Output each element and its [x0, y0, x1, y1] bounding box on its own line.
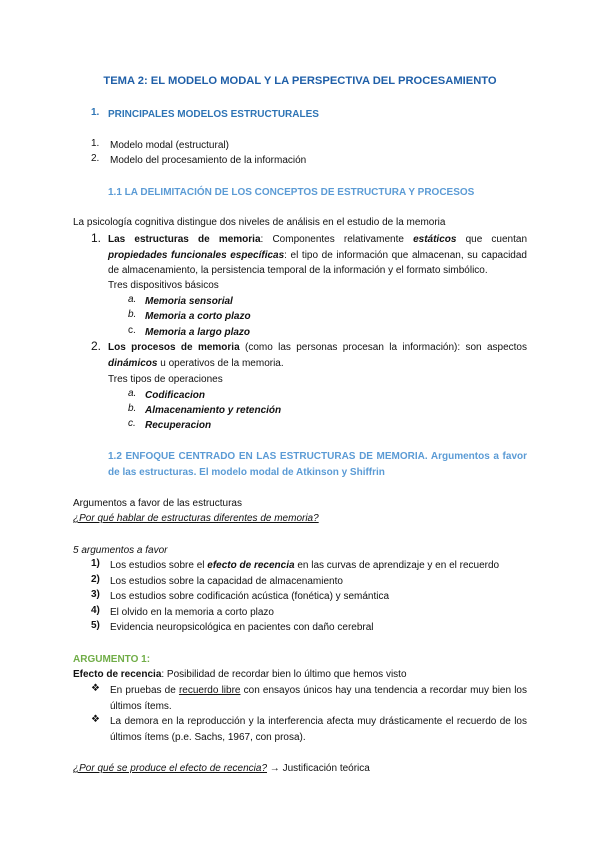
list-letter: b.	[128, 403, 137, 414]
subsection-heading: 1.1 LA DELIMITACIÓN DE LOS CONCEPTOS DE ESTRUCTURA Y PROCESOS	[108, 187, 475, 198]
sub-label: Tres dispositivos básicos	[108, 280, 219, 291]
point-structures-paragraph	[108, 232, 527, 279]
text-span: Los estudios sobre el	[110, 560, 208, 571]
diamond-bullet-icon: ❖	[91, 714, 100, 725]
text-span: que cuentan	[456, 234, 528, 245]
list-letter: a.	[128, 294, 137, 305]
text-span: en las curvas de aprendizaje y en el recuerdo	[294, 560, 500, 571]
text-span: : Posibilidad de recordar bien lo último que hemos visto	[161, 669, 407, 680]
recency-question	[73, 761, 370, 777]
args-label: Argumentos a favor de las estructuras	[73, 498, 242, 509]
list-letter: c.	[128, 418, 136, 429]
section-heading: PRINCIPALES MODELOS ESTRUCTURALES	[108, 109, 319, 120]
argument-item: El olvido en la memoria a corto plazo	[110, 607, 274, 618]
question-text: ¿Por qué se produce el efecto de recencia?	[73, 763, 268, 774]
argument-item: Los estudios sobre codificación acústica (fonética) y semántica	[110, 591, 390, 602]
list-letter: b.	[128, 309, 137, 320]
text-span: En pruebas de	[110, 685, 179, 696]
model-number: 1.	[91, 138, 100, 149]
list-item: Memoria a largo plazo	[145, 327, 251, 338]
list-item: Almacenamiento y retención	[145, 405, 282, 416]
list-item: Memoria sensorial	[145, 296, 233, 307]
document-title: TEMA 2: EL MODELO MODAL Y LA PERSPECTIVA DEL PROCESAMIENTO	[103, 75, 497, 87]
point-bold-term: Los procesos de memoria	[108, 342, 240, 353]
model-item: Modelo modal (estructural)	[110, 140, 229, 151]
point-number: 1.	[91, 231, 102, 245]
model-item: Modelo del procesamiento de la información	[110, 155, 307, 166]
effect-term: Efecto de recencia	[73, 669, 162, 680]
argument-number: 2)	[91, 574, 100, 585]
point-processes-paragraph	[108, 340, 527, 371]
underlined-term: recuerdo libre	[178, 685, 241, 696]
text-span: con ensayos únicos hay una tendencia a recordar muy bien los últimos ítems.	[110, 685, 527, 712]
list-letter: c.	[128, 325, 136, 336]
text-span: : el tipo de información que almacenan, su capacidad de almacenamiento, la persistencia temporal de la información y el formato simbólico.	[108, 249, 527, 276]
emphasis-term: efecto de recencia	[207, 560, 295, 571]
argument-number: 4)	[91, 605, 100, 616]
subsection-heading: 1.2 ENFOQUE CENTRADO EN LAS ESTRUCTURAS DE MEMORIA. Argumentos a favor de las estructuras. El modelo modal de Atkinson y Shiffrin	[108, 451, 527, 478]
argument-number: 5)	[91, 620, 100, 631]
question-heading: ¿Por qué hablar de estructuras diferentes de memoria?	[73, 513, 319, 524]
text-span: (como las personas procesan la información): son aspectos	[239, 342, 527, 353]
argument-number: 3)	[91, 589, 100, 600]
five-arguments-label: 5 argumentos a favor	[73, 545, 168, 556]
section-number: 1.	[91, 107, 100, 118]
sub-label: Tres tipos de operaciones	[108, 374, 223, 385]
argument-item: Evidencia neuropsicológica en pacientes con daño cerebral	[110, 622, 374, 633]
argument-item	[110, 558, 499, 574]
argument-item: Los estudios sobre la capacidad de almacenamiento	[110, 576, 343, 587]
bullet-item	[110, 683, 527, 714]
emphasis-term: estáticos	[413, 234, 457, 245]
point-number: 2.	[91, 339, 102, 353]
emphasis-term: propiedades funcionales específicas	[108, 249, 285, 261]
bullet-item: La demora en la reproducción y la interferencia afecta muy drásticamente el recuerdo de los últimos ítems (p.e. Sachs, 1967, con prosa).	[110, 716, 527, 743]
effect-definition	[73, 667, 407, 683]
list-item: Recuperacion	[145, 420, 212, 431]
emphasis-term: dinámicos	[108, 357, 158, 369]
list-item: Memoria a corto plazo	[145, 311, 251, 322]
text-span: u operativos de la memoria.	[157, 357, 284, 369]
model-number: 2.	[91, 153, 100, 164]
point-bold-term: Las estructuras de memoria	[108, 234, 261, 245]
list-letter: a.	[128, 388, 137, 399]
intro-paragraph: La psicología cognitiva distingue dos niveles de análisis en el estudio de la memoria	[73, 217, 446, 228]
argument-number: 1)	[91, 558, 100, 569]
list-item: Codificacion	[145, 390, 206, 401]
argument-1-label: ARGUMENTO 1:	[73, 654, 151, 665]
arrow-text: → Justificación teórica	[267, 763, 370, 774]
text-span: : Componentes relativamente	[260, 234, 414, 245]
diamond-bullet-icon: ❖	[91, 683, 100, 694]
